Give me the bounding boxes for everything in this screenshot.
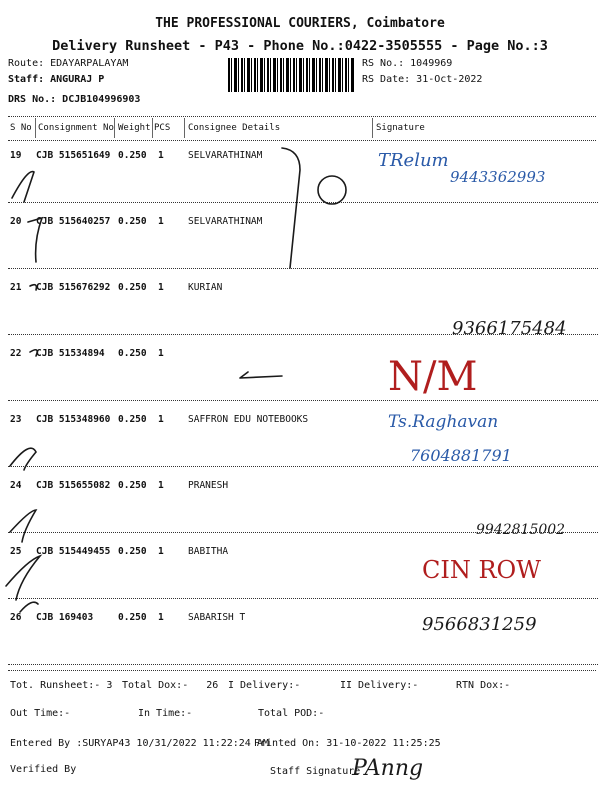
tick-mark-23	[10, 448, 36, 470]
drs-label: DRS No.: DCJB104996903	[8, 94, 141, 105]
sig-19-name: TRelum	[378, 150, 449, 171]
cell-pcs: 1	[158, 348, 164, 359]
cell-consignment: CJB 515640257	[36, 216, 111, 227]
arrow-mark	[240, 372, 282, 378]
staff-label: Staff: ANGURAJ P	[8, 74, 105, 85]
tick-mark-22	[30, 350, 37, 356]
ii-delivery: II Delivery:-	[340, 680, 419, 691]
cell-pcs: 1	[158, 150, 164, 161]
runsheet-title: Delivery Runsheet - P43 - Phone No.:0422-3505555 - Page No.:3	[52, 38, 548, 54]
sig-19-phone: 9443362993	[450, 168, 546, 186]
cell-consignee: SAFFRON EDU NOTEBOOKS	[188, 414, 309, 425]
col-consignment: Consignment No	[38, 123, 114, 133]
cell-consignee: PRANESH	[188, 480, 229, 491]
verified-by: Verified By	[10, 764, 77, 775]
sig-26-phone: 9566831259	[422, 614, 537, 635]
cell-s-no: 19	[10, 150, 22, 161]
cell-consignment: CJB 515348960	[36, 414, 111, 425]
i-delivery: I Delivery:-	[228, 680, 301, 691]
cell-pcs: 1	[158, 612, 164, 623]
rs-number: RS No.: 1049969	[362, 58, 453, 69]
cell-consignee: SELVARATHINAM	[188, 216, 263, 227]
cell-weight: 0.250	[118, 612, 147, 623]
tick-mark-25	[6, 556, 40, 600]
sig-21-phone: 9366175484	[452, 318, 567, 339]
rtn-dox: RTN Dox:-	[456, 680, 511, 691]
col-consignee: Consignee Details	[188, 123, 281, 133]
cell-s-no: 25	[10, 546, 22, 557]
col-weight: Weight	[118, 123, 151, 133]
cell-weight: 0.250	[118, 348, 147, 359]
cell-pcs: 1	[158, 216, 164, 227]
tick-mark-24	[10, 510, 36, 542]
cell-weight: 0.250	[118, 150, 147, 161]
bracket-mark	[282, 148, 300, 268]
footer-divider	[8, 670, 596, 671]
entered-by: Entered By :SURYAP43 10/31/2022 11:22:24 AM	[10, 738, 269, 749]
total-dox: Total Dox:- 26	[122, 680, 219, 691]
cell-s-no: 24	[10, 480, 22, 491]
cell-weight: 0.250	[118, 546, 147, 557]
cell-consignee: KURIAN	[188, 282, 223, 293]
cell-consignee: SABARISH T	[188, 612, 246, 623]
cell-consignee: SELVARATHINAM	[188, 150, 263, 161]
company-title: THE PROFESSIONAL COURIERS, Coimbatore	[155, 16, 445, 31]
circle-mark	[318, 176, 346, 204]
tick-mark-26	[20, 602, 38, 612]
in-time: In Time:-	[138, 708, 193, 719]
col-s-no: S No	[10, 123, 32, 133]
cell-weight: 0.250	[118, 414, 147, 425]
tick-mark-19	[12, 172, 34, 202]
tick-mark-20	[28, 218, 42, 262]
cell-consignment: CJB 515676292	[36, 282, 111, 293]
cell-consignment: CJB 169403	[36, 612, 94, 623]
cell-consignment: CJB 51534894	[36, 348, 105, 359]
cell-pcs: 1	[158, 282, 164, 293]
cell-s-no: 23	[10, 414, 22, 425]
cell-s-no: 21	[10, 282, 22, 293]
tot-runsheet: Tot. Runsheet:- 3	[10, 680, 113, 691]
out-time: Out Time:-	[10, 708, 71, 719]
sig-25-mark: CIN ROW	[422, 556, 541, 584]
printed-on: Printed On: 31-10-2022 11:25:25	[254, 738, 441, 749]
sig-23-phone: 7604881791	[410, 446, 512, 465]
cell-s-no: 20	[10, 216, 22, 227]
total-pod: Total POD:-	[258, 708, 325, 719]
col-signature: Signature	[376, 123, 425, 133]
col-pcs: PCS	[154, 123, 171, 133]
sig-23-name: Ts.Raghavan	[388, 412, 499, 432]
cell-consignee: BABITHA	[188, 546, 229, 557]
cell-pcs: 1	[158, 414, 164, 425]
cell-s-no: 22	[10, 348, 22, 359]
cell-pcs: 1	[158, 480, 164, 491]
cell-consignment: CJB 515655082	[36, 480, 111, 491]
cell-s-no: 26	[10, 612, 22, 623]
cell-weight: 0.250	[118, 282, 147, 293]
cell-consignment: CJB 515651649	[36, 150, 111, 161]
rs-date: RS Date: 31-Oct-2022	[362, 74, 483, 85]
cell-consignment: CJB 515449455	[36, 546, 111, 557]
route-label: Route: EDAYARPALAYAM	[8, 58, 129, 69]
tick-mark-21	[30, 285, 36, 290]
cell-weight: 0.250	[118, 480, 147, 491]
cell-weight: 0.250	[118, 216, 147, 227]
sig-24-phone: 9942815002	[476, 522, 566, 538]
staff-signature-label: Staff Signature	[270, 766, 361, 777]
staff-signature-ink: PAnng	[352, 756, 424, 781]
sig-22-mark: N/M	[388, 354, 478, 400]
cell-pcs: 1	[158, 546, 164, 557]
